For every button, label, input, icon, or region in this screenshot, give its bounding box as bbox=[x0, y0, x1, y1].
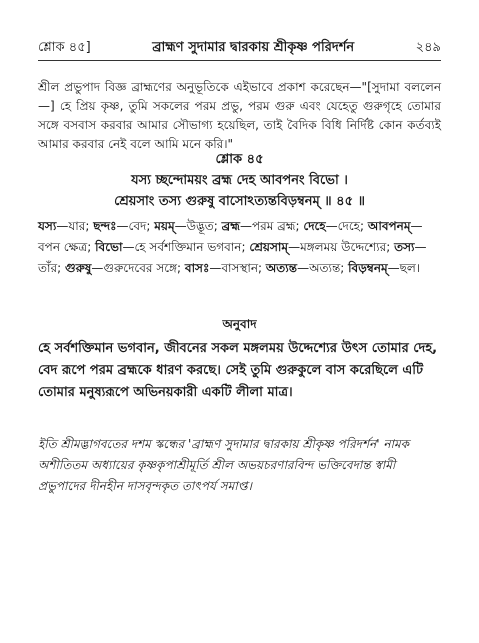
synonym-word: ময়ম্ bbox=[154, 219, 175, 233]
verse-text bbox=[38, 170, 441, 212]
synonym-word: বিভো bbox=[95, 240, 123, 254]
synonym-word: অত্যন্ত bbox=[265, 261, 298, 275]
synonym-meaning: —হে সর্বশক্তিমান ভগবান; bbox=[122, 240, 250, 254]
synonym-meaning: —পরম ব্রহ্ম; bbox=[239, 219, 304, 233]
synonym-word: ব্রহ্ম bbox=[221, 219, 240, 233]
page-number: ২৪৯ bbox=[415, 40, 441, 55]
synonyms-paragraph bbox=[38, 216, 441, 279]
synonym-meaning: —বাসস্থান; bbox=[209, 261, 266, 275]
synonym-word: ছন্দঃ bbox=[93, 219, 117, 233]
synonym-word: বিড়ম্বনম্ bbox=[348, 261, 388, 275]
chapter-colophon: ইতি শ্রীমদ্ভাগবতের দশম স্কন্ধের 'ব্রাহ্মণ সুদামার দ্বারকায় শ্রীকৃষ্ণ পরিদর্শন' নামক অশীতিতম অধ্যায়ের কৃষ্ণকৃপাশ্রীমূর্তি শ্রীল অভয়চরণারবিন্দ ভক্তিবেদান্ত স্বামী প্রভুপাদের দীনহীন দাসবৃন্দকৃত তাৎপর্য সমাপ্ত। bbox=[38, 437, 410, 493]
translation-paragraph: হে সর্বশক্তিমান ভগবান, জীবনের সকল মঙ্গলময় উদ্দেশ্যের উৎস তোমার দেহ, বেদ রূপে পরম ব্রহ্মকে ধারণ করছে। সেই তুমি গুরুকুলে বাস করেছিলে এটি তোমার মনুষ্যরূপে অভিনয়কারী একটি লীলা মাত্র। bbox=[38, 341, 438, 400]
synonym-meaning: —উদ্ভূত; bbox=[174, 219, 222, 233]
synonym-meaning: —যার; bbox=[56, 219, 94, 233]
synonym-meaning: —মঙ্গলময় উদ্দেশ্যের; bbox=[288, 240, 395, 254]
synonym-meaning: —বপন ক্ষেত্র; bbox=[38, 219, 423, 254]
synonym-word: শ্রেয়সাম্ bbox=[249, 240, 289, 254]
purport-paragraph: শ্রীল প্রভুপাদ বিজ্ঞ ব্রাহ্মণের অনুভূতিকে এইভাবে প্রকাশ করেছেন—"[সুদামা বললেন—] হে প্রিয় কৃষ্ণ, তুমি সকলের পরম প্রভু, পরম গুরু এবং যেহেতু গুরুগৃহে তোমার সঙ্গে বসবাস করবার আমার সৌভাগ্য হয়েছিল, তাই বৈদিক বিধি নির্দিষ্ট কোন কর্তব্যই আমার করবার নেই বলে আমি মনে করি।" bbox=[38, 80, 441, 151]
verse-reference: শ্লোক ৪৫] bbox=[38, 40, 91, 55]
page-header bbox=[38, 38, 441, 59]
synonym-word: আবপনম্ bbox=[367, 219, 411, 233]
translation-heading: অনুবাদ bbox=[222, 317, 257, 331]
synonym-word: দেহে bbox=[303, 219, 326, 233]
verse-line: শ্রেয়সাং তস্য গুরুষু বাসোঽত্যন্তবিড়ম্বনম্ ॥ ৪৫ ॥ bbox=[114, 194, 365, 209]
synonym-word: তস্য bbox=[394, 240, 415, 254]
synonym-meaning: —বেদ; bbox=[116, 219, 155, 233]
synonym-meaning: —অত্যন্ত; bbox=[297, 261, 349, 275]
synonym-word: গুরুষু bbox=[64, 261, 92, 275]
verse-line: যস্য চ্ছন্দোময়ং ব্রহ্ম দেহ আবপনং বিভো । bbox=[131, 173, 348, 188]
synonym-word: যস্য bbox=[38, 219, 57, 233]
synonym-meaning: —তাঁর; bbox=[38, 240, 427, 275]
chapter-title: ব্রাহ্মণ সুদামার দ্বারকায় শ্রীকৃষ্ণ পরিদর্শন bbox=[152, 40, 355, 55]
synonym-meaning: —দেহে; bbox=[325, 219, 368, 233]
synonym-meaning: —ছল। bbox=[387, 261, 421, 275]
synonym-meaning: —গুরুদেবের সঙ্গে; bbox=[91, 261, 185, 275]
header-divider bbox=[38, 60, 441, 61]
verse-heading: শ্লোক ৪৫ bbox=[215, 152, 264, 167]
synonym-word: বাসঃ bbox=[184, 261, 210, 275]
